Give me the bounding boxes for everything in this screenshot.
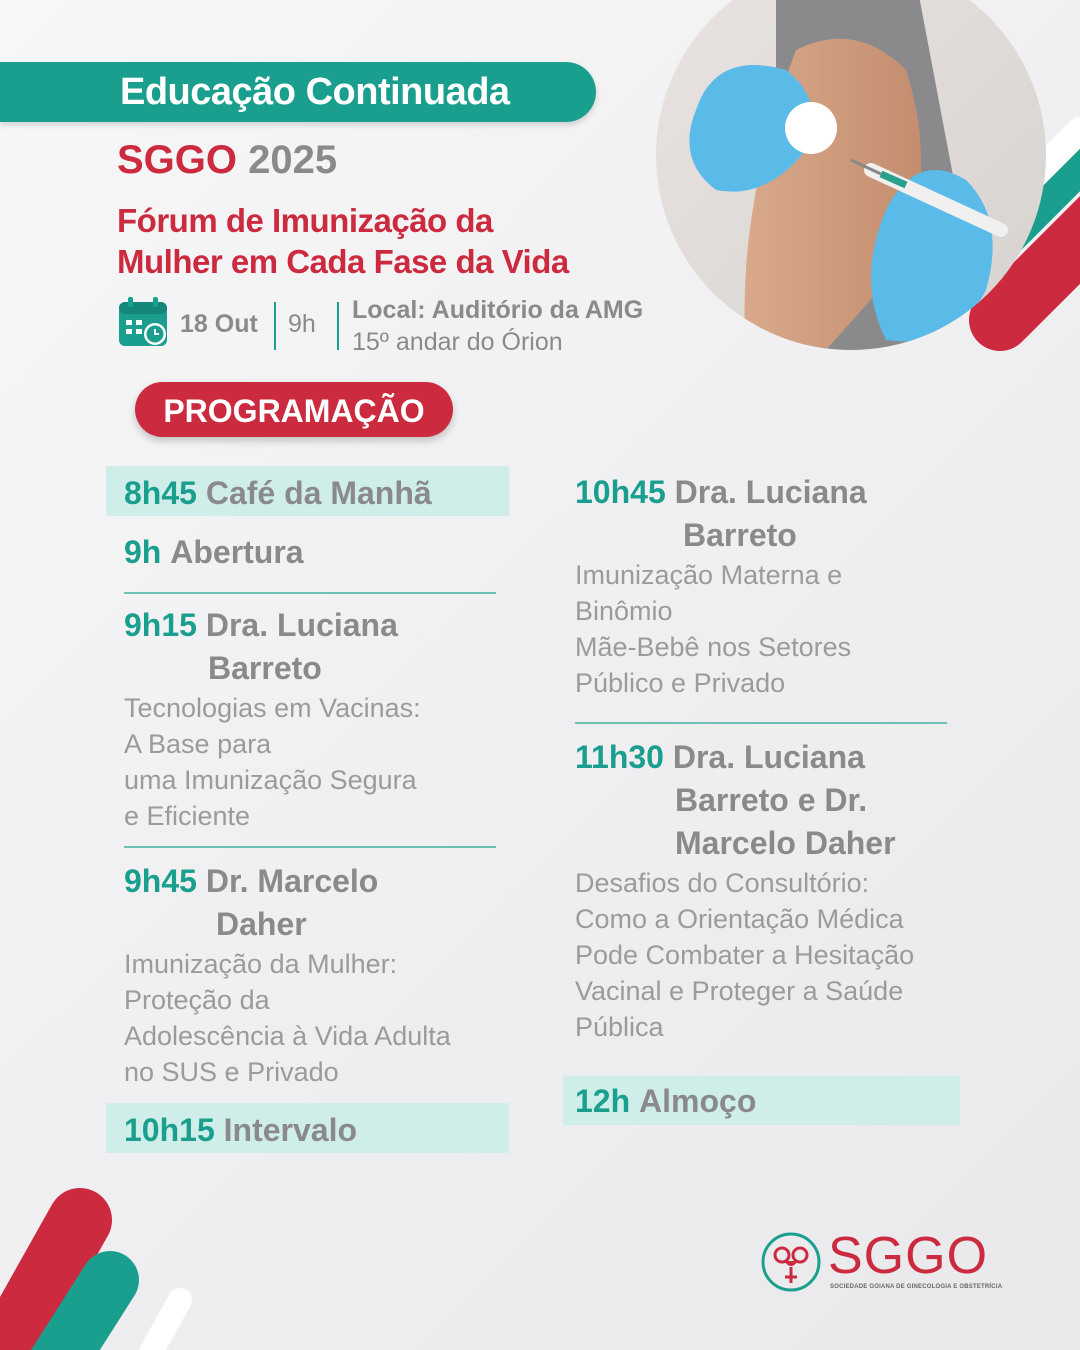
event-time: 9h xyxy=(288,310,316,338)
slot-1045 xyxy=(575,471,975,701)
slot-title: Café da Manhã xyxy=(205,475,432,511)
talk-title: e Eficiente xyxy=(124,801,251,831)
slot-time: 9h15 xyxy=(124,607,197,643)
sggo-logo-subtitle: SOCIEDADE GOIANA DE GINECOLOGIA E OBSTETRÍCIA xyxy=(830,1284,1003,1290)
event-date: 18 Out xyxy=(180,310,258,338)
event-title xyxy=(117,200,569,282)
divider xyxy=(124,846,496,848)
talk-title: Imunização da Mulher: xyxy=(124,949,398,979)
speaker-name: Dra. Luciana xyxy=(672,739,865,775)
slot-title: Intervalo xyxy=(223,1112,357,1148)
talk-title: Binômio xyxy=(575,596,673,626)
program-label: PROGRAMAÇÃO xyxy=(163,393,425,429)
event-floor: 15º andar do Órion xyxy=(352,328,563,356)
speaker-name: Dr. Marcelo xyxy=(205,863,379,899)
slot-time: 11h30 xyxy=(575,739,664,775)
talk-title: Pode Combater a Hesitação xyxy=(575,940,915,970)
divider xyxy=(274,302,276,350)
event-year: 2025 xyxy=(248,138,338,182)
event-location: Local: Auditório da AMG xyxy=(352,296,644,324)
speaker-name: Barreto e Dr. xyxy=(675,782,868,818)
talk-title: A Base para xyxy=(124,729,272,759)
calendar-icon xyxy=(117,296,169,348)
slot-time: 9h xyxy=(124,534,162,570)
talk-title: Vacinal e Proteger a Saúde xyxy=(575,976,904,1006)
talk-title: uma Imunização Segura xyxy=(124,765,417,795)
slot-breakfast-text xyxy=(124,472,432,515)
program-badge xyxy=(135,382,453,437)
slot-time: 8h45 xyxy=(124,475,197,511)
sggo-logo-text: SGGO xyxy=(828,1227,989,1285)
slot-time: 10h15 xyxy=(124,1112,215,1148)
talk-title: Imunização Materna e xyxy=(575,560,843,590)
event-org-year xyxy=(117,138,337,183)
speaker-name: Barreto xyxy=(683,517,797,553)
talk-title: no SUS e Privado xyxy=(124,1057,339,1087)
decor-stripes-bottom xyxy=(0,1180,230,1350)
divider xyxy=(337,302,339,350)
header-banner xyxy=(0,62,596,122)
sggo-logo-icon xyxy=(760,1231,822,1293)
header-title: Educação Continuada xyxy=(120,71,510,113)
talk-title: Proteção da xyxy=(124,985,270,1015)
org-name: SGGO xyxy=(117,138,238,182)
slot-1130 xyxy=(575,736,975,1045)
talk-title: Mãe-Bebê nos Setores xyxy=(575,632,852,662)
slot-time: 9h45 xyxy=(124,863,197,899)
divider xyxy=(575,722,947,724)
slot-title: Almoço xyxy=(639,1083,757,1119)
slot-time: 12h xyxy=(575,1083,631,1119)
slot-time: 10h45 xyxy=(575,474,666,510)
slot-915 xyxy=(124,604,504,834)
speaker-name: Dra. Luciana xyxy=(674,474,867,510)
slot-break-text xyxy=(124,1109,357,1152)
talk-title: Adolescência à Vida Adulta xyxy=(124,1021,451,1051)
slot-opening xyxy=(124,531,304,574)
talk-title: Pública xyxy=(575,1012,664,1042)
slot-title: Abertura xyxy=(170,534,304,570)
slot-lunch-text xyxy=(575,1080,756,1123)
event-title-line1: Fórum de Imunização da xyxy=(117,202,493,239)
talk-title: Tecnologias em Vacinas: xyxy=(124,693,421,723)
speaker-name: Dra. Luciana xyxy=(205,607,398,643)
divider xyxy=(124,592,496,594)
talk-title: Como a Orientação Médica xyxy=(575,904,904,934)
slot-945 xyxy=(124,860,514,1090)
talk-title: Público e Privado xyxy=(575,668,786,698)
speaker-name: Barreto xyxy=(208,650,322,686)
talk-title: Desafios do Consultório: xyxy=(575,868,870,898)
speaker-name: Marcelo Daher xyxy=(675,825,896,861)
speaker-name: Daher xyxy=(216,906,307,942)
event-title-line2: Mulher em Cada Fase da Vida xyxy=(117,243,569,280)
